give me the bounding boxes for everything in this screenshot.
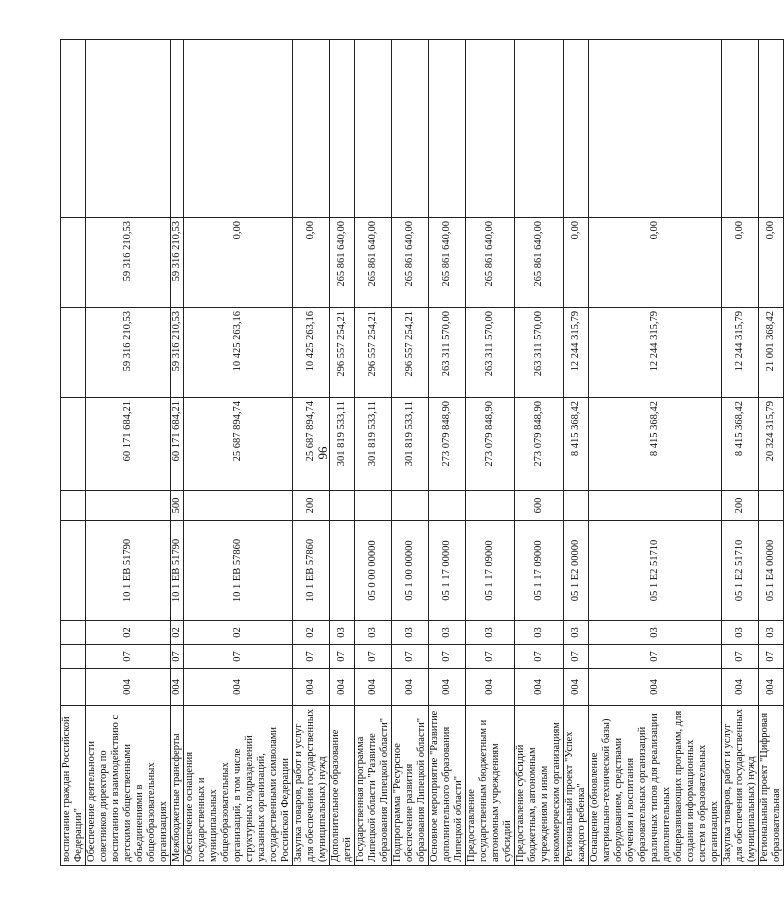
- cell-amount-year2: 296 557 254,21: [392, 308, 429, 398]
- cell-name: Обеспечение оснащения государственных и муниципальных общеобразовательных организаций, в том числе структурных подразделений указанных организаций, государственными символами Российской Федерации: [184, 706, 293, 866]
- cell-amount-year1: 273 079 848,90: [429, 398, 466, 491]
- cell-expense-type: [86, 491, 171, 521]
- cell-amount-year1: 25 687 894,74: [184, 398, 293, 491]
- cell-article: 05 0 00 00000: [355, 521, 392, 621]
- cell-subsection: 02: [171, 621, 184, 645]
- cell-blank: [392, 40, 429, 218]
- cell-blank: [466, 40, 515, 218]
- cell-name: воспитание граждан Российской Федерации": [61, 706, 86, 866]
- cell-name: Региональный проект "Цифровая образовательная: [759, 706, 784, 866]
- cell-blank: [564, 40, 589, 218]
- cell-amount-year2: [61, 308, 86, 398]
- cell-amount-year2: 263 311 570,00: [466, 308, 515, 398]
- cell-subsection: 03: [392, 621, 429, 645]
- cell-section: 07: [466, 645, 515, 669]
- cell-blank: [355, 40, 392, 218]
- cell-section: [61, 645, 86, 669]
- cell-amount-year1: 60 171 684,21: [86, 398, 171, 491]
- page-number: 96: [315, 446, 330, 460]
- cell-expense-type: [429, 491, 466, 521]
- cell-expense-type: 200: [293, 491, 330, 521]
- cell-amount-year1: 273 079 848,90: [466, 398, 515, 491]
- cell-expense-type: 600: [515, 491, 564, 521]
- cell-name: Основное мероприятие "Развитие дополнительного образования Липецкой области": [429, 706, 466, 866]
- cell-amount-year2: 21 001 368,42: [759, 308, 784, 398]
- cell-section: 07: [86, 645, 171, 669]
- cell-amount-year1: 301 819 533,11: [330, 398, 355, 491]
- cell-blank: [184, 40, 293, 218]
- table-row: [355, 40, 392, 866]
- cell-article: [330, 521, 355, 621]
- cell-blank: [589, 40, 722, 218]
- cell-subsection: 03: [429, 621, 466, 645]
- cell-blank: [759, 40, 784, 218]
- cell-name: Предоставление субсидий бюджетным, автономным учреждениям и иным некоммерческим организациям: [515, 706, 564, 866]
- cell-name: Обеспечение деятельности советников директора по воспитанию и взаимодействию с детскими общественными объединениями в общеобразовательных организациях: [86, 706, 171, 866]
- cell-admin-code: 004: [759, 669, 784, 706]
- cell-amount-year3: 265 861 640,00: [392, 218, 429, 308]
- table-row: [61, 40, 86, 866]
- cell-amount-year3: 0,00: [293, 218, 330, 308]
- cell-amount-year3: 0,00: [564, 218, 589, 308]
- table-row: [759, 40, 784, 866]
- cell-section: 07: [429, 645, 466, 669]
- cell-amount-year2: 12 244 315,79: [564, 308, 589, 398]
- cell-amount-year2: 296 557 254,21: [330, 308, 355, 398]
- cell-article: 10 1 ЕВ 57860: [293, 521, 330, 621]
- table-row: [184, 40, 293, 866]
- cell-amount-year3: 265 861 640,00: [515, 218, 564, 308]
- cell-amount-year3: 0,00: [759, 218, 784, 308]
- cell-admin-code: 004: [722, 669, 759, 706]
- cell-expense-type: [589, 491, 722, 521]
- cell-admin-code: 004: [293, 669, 330, 706]
- cell-blank: [722, 40, 759, 218]
- cell-expense-type: [330, 491, 355, 521]
- cell-section: 07: [759, 645, 784, 669]
- cell-section: 07: [355, 645, 392, 669]
- cell-amount-year1: 301 819 533,11: [392, 398, 429, 491]
- cell-amount-year2: 10 425 263,16: [184, 308, 293, 398]
- cell-amount-year1: 60 171 684,21: [171, 398, 184, 491]
- cell-section: 07: [722, 645, 759, 669]
- cell-article: 10 1 ЕВ 57860: [184, 521, 293, 621]
- cell-amount-year2: 59 316 210,53: [86, 308, 171, 398]
- table-row: [293, 40, 330, 866]
- budget-table: [60, 39, 784, 866]
- cell-subsection: 03: [466, 621, 515, 645]
- cell-amount-year3: 59 316 210,53: [171, 218, 184, 308]
- cell-article: 05 1 17 09000: [515, 521, 564, 621]
- cell-name: Закупка товаров, работ и услуг для обеспечения государственных (муниципальных) нужд: [293, 706, 330, 866]
- cell-name: Межбюджетные трансферты: [171, 706, 184, 866]
- table-row: [392, 40, 429, 866]
- cell-amount-year1: 25 687 894,74: [293, 398, 330, 491]
- table-row: [429, 40, 466, 866]
- cell-name: Оснащение (обновление материально-технической базы) оборудованием, средствами обучения и воспитания образовательных организаций различных типов для реализации дополнительных общеразвивающих программ, для создания информационных систем в образовательных организациях: [589, 706, 722, 866]
- cell-amount-year3: 265 861 640,00: [429, 218, 466, 308]
- cell-blank: [293, 40, 330, 218]
- cell-article: 05 1 Е2 51710: [722, 521, 759, 621]
- cell-amount-year3: 0,00: [722, 218, 759, 308]
- cell-amount-year1: 8 415 368,42: [722, 398, 759, 491]
- cell-admin-code: 004: [466, 669, 515, 706]
- cell-admin-code: 004: [86, 669, 171, 706]
- cell-admin-code: 004: [171, 669, 184, 706]
- cell-admin-code: 004: [589, 669, 722, 706]
- cell-subsection: 03: [564, 621, 589, 645]
- cell-name: Региональный проект "Успех каждого ребенка": [564, 706, 589, 866]
- cell-article: 10 1 ЕВ 51790: [171, 521, 184, 621]
- cell-amount-year2: 59 316 210,53: [171, 308, 184, 398]
- cell-section: 07: [293, 645, 330, 669]
- cell-subsection: 03: [759, 621, 784, 645]
- cell-name: Дополнительное образование детей: [330, 706, 355, 866]
- cell-amount-year3: 0,00: [184, 218, 293, 308]
- cell-name: Подпрограмма "Ресурсное обеспечение развития образования Липецкой области": [392, 706, 429, 866]
- cell-subsection: 03: [355, 621, 392, 645]
- cell-admin-code: 004: [564, 669, 589, 706]
- table-row: [171, 40, 184, 866]
- cell-expense-type: [355, 491, 392, 521]
- cell-subsection: 03: [515, 621, 564, 645]
- cell-admin-code: 004: [515, 669, 564, 706]
- cell-admin-code: 004: [355, 669, 392, 706]
- cell-blank: [61, 40, 86, 218]
- table-row: [330, 40, 355, 866]
- cell-blank: [515, 40, 564, 218]
- cell-amount-year2: 12 244 315,79: [722, 308, 759, 398]
- cell-amount-year2: 263 311 570,00: [515, 308, 564, 398]
- cell-amount-year3: [61, 218, 86, 308]
- cell-amount-year2: 296 557 254,21: [355, 308, 392, 398]
- cell-expense-type: 200: [722, 491, 759, 521]
- cell-expense-type: [466, 491, 515, 521]
- cell-subsection: 03: [330, 621, 355, 645]
- cell-section: 07: [564, 645, 589, 669]
- cell-amount-year3: 265 861 640,00: [330, 218, 355, 308]
- rotated-sheet: [60, 40, 782, 866]
- cell-article: 05 1 Е4 00000: [759, 521, 784, 621]
- cell-blank: [330, 40, 355, 218]
- table-row: [722, 40, 759, 866]
- cell-subsection: 02: [184, 621, 293, 645]
- table-row: [589, 40, 722, 866]
- cell-name: Государственная программа Липецкой области "Развитие образования Липецкой области": [355, 706, 392, 866]
- cell-subsection: 03: [722, 621, 759, 645]
- cell-article: 05 1 Е2 00000: [564, 521, 589, 621]
- cell-amount-year1: 8 415 368,42: [589, 398, 722, 491]
- cell-name: Закупка товаров, работ и услуг для обеспечения государственных (муниципальных) нужд: [722, 706, 759, 866]
- cell-amount-year2: 10 425 263,16: [293, 308, 330, 398]
- cell-section: 07: [330, 645, 355, 669]
- cell-blank: [171, 40, 184, 218]
- cell-admin-code: 004: [184, 669, 293, 706]
- cell-section: 07: [392, 645, 429, 669]
- cell-amount-year1: [61, 398, 86, 491]
- cell-amount-year1: 20 324 315,79: [759, 398, 784, 491]
- cell-amount-year1: 273 079 848,90: [515, 398, 564, 491]
- cell-expense-type: [184, 491, 293, 521]
- cell-admin-code: 004: [330, 669, 355, 706]
- cell-section: 07: [184, 645, 293, 669]
- cell-blank: [86, 40, 171, 218]
- table-row: [86, 40, 171, 866]
- cell-subsection: 02: [86, 621, 171, 645]
- table-row: [564, 40, 589, 866]
- cell-amount-year1: 301 819 533,11: [355, 398, 392, 491]
- cell-article: 10 1 ЕВ 51790: [86, 521, 171, 621]
- table-viewport: [60, 40, 782, 866]
- cell-subsection: [61, 621, 86, 645]
- cell-article: 05 1 00 00000: [392, 521, 429, 621]
- cell-expense-type: 500: [171, 491, 184, 521]
- cell-article: 05 1 Е2 51710: [589, 521, 722, 621]
- cell-amount-year3: 265 861 640,00: [355, 218, 392, 308]
- table-row: [466, 40, 515, 866]
- cell-section: 07: [171, 645, 184, 669]
- cell-subsection: 03: [589, 621, 722, 645]
- cell-article: [61, 521, 86, 621]
- cell-amount-year3: 0,00: [589, 218, 722, 308]
- cell-name: Предоставление государственным бюджетным и автономным учреждениям субсидий: [466, 706, 515, 866]
- cell-subsection: 02: [293, 621, 330, 645]
- table-row: [515, 40, 564, 866]
- cell-expense-type: [61, 491, 86, 521]
- cell-blank: [429, 40, 466, 218]
- cell-admin-code: 004: [429, 669, 466, 706]
- cell-article: 05 1 17 00000: [429, 521, 466, 621]
- cell-amount-year3: 59 316 210,53: [86, 218, 171, 308]
- cell-expense-type: [392, 491, 429, 521]
- cell-amount-year2: 12 244 315,79: [589, 308, 722, 398]
- cell-article: 05 1 17 09000: [466, 521, 515, 621]
- cell-admin-code: [61, 669, 86, 706]
- cell-expense-type: [564, 491, 589, 521]
- cell-admin-code: 004: [392, 669, 429, 706]
- cell-amount-year1: 8 415 368,42: [564, 398, 589, 491]
- cell-amount-year3: 265 861 640,00: [466, 218, 515, 308]
- cell-amount-year2: 263 311 570,00: [429, 308, 466, 398]
- cell-expense-type: [759, 491, 784, 521]
- cell-section: 07: [589, 645, 722, 669]
- cell-section: 07: [515, 645, 564, 669]
